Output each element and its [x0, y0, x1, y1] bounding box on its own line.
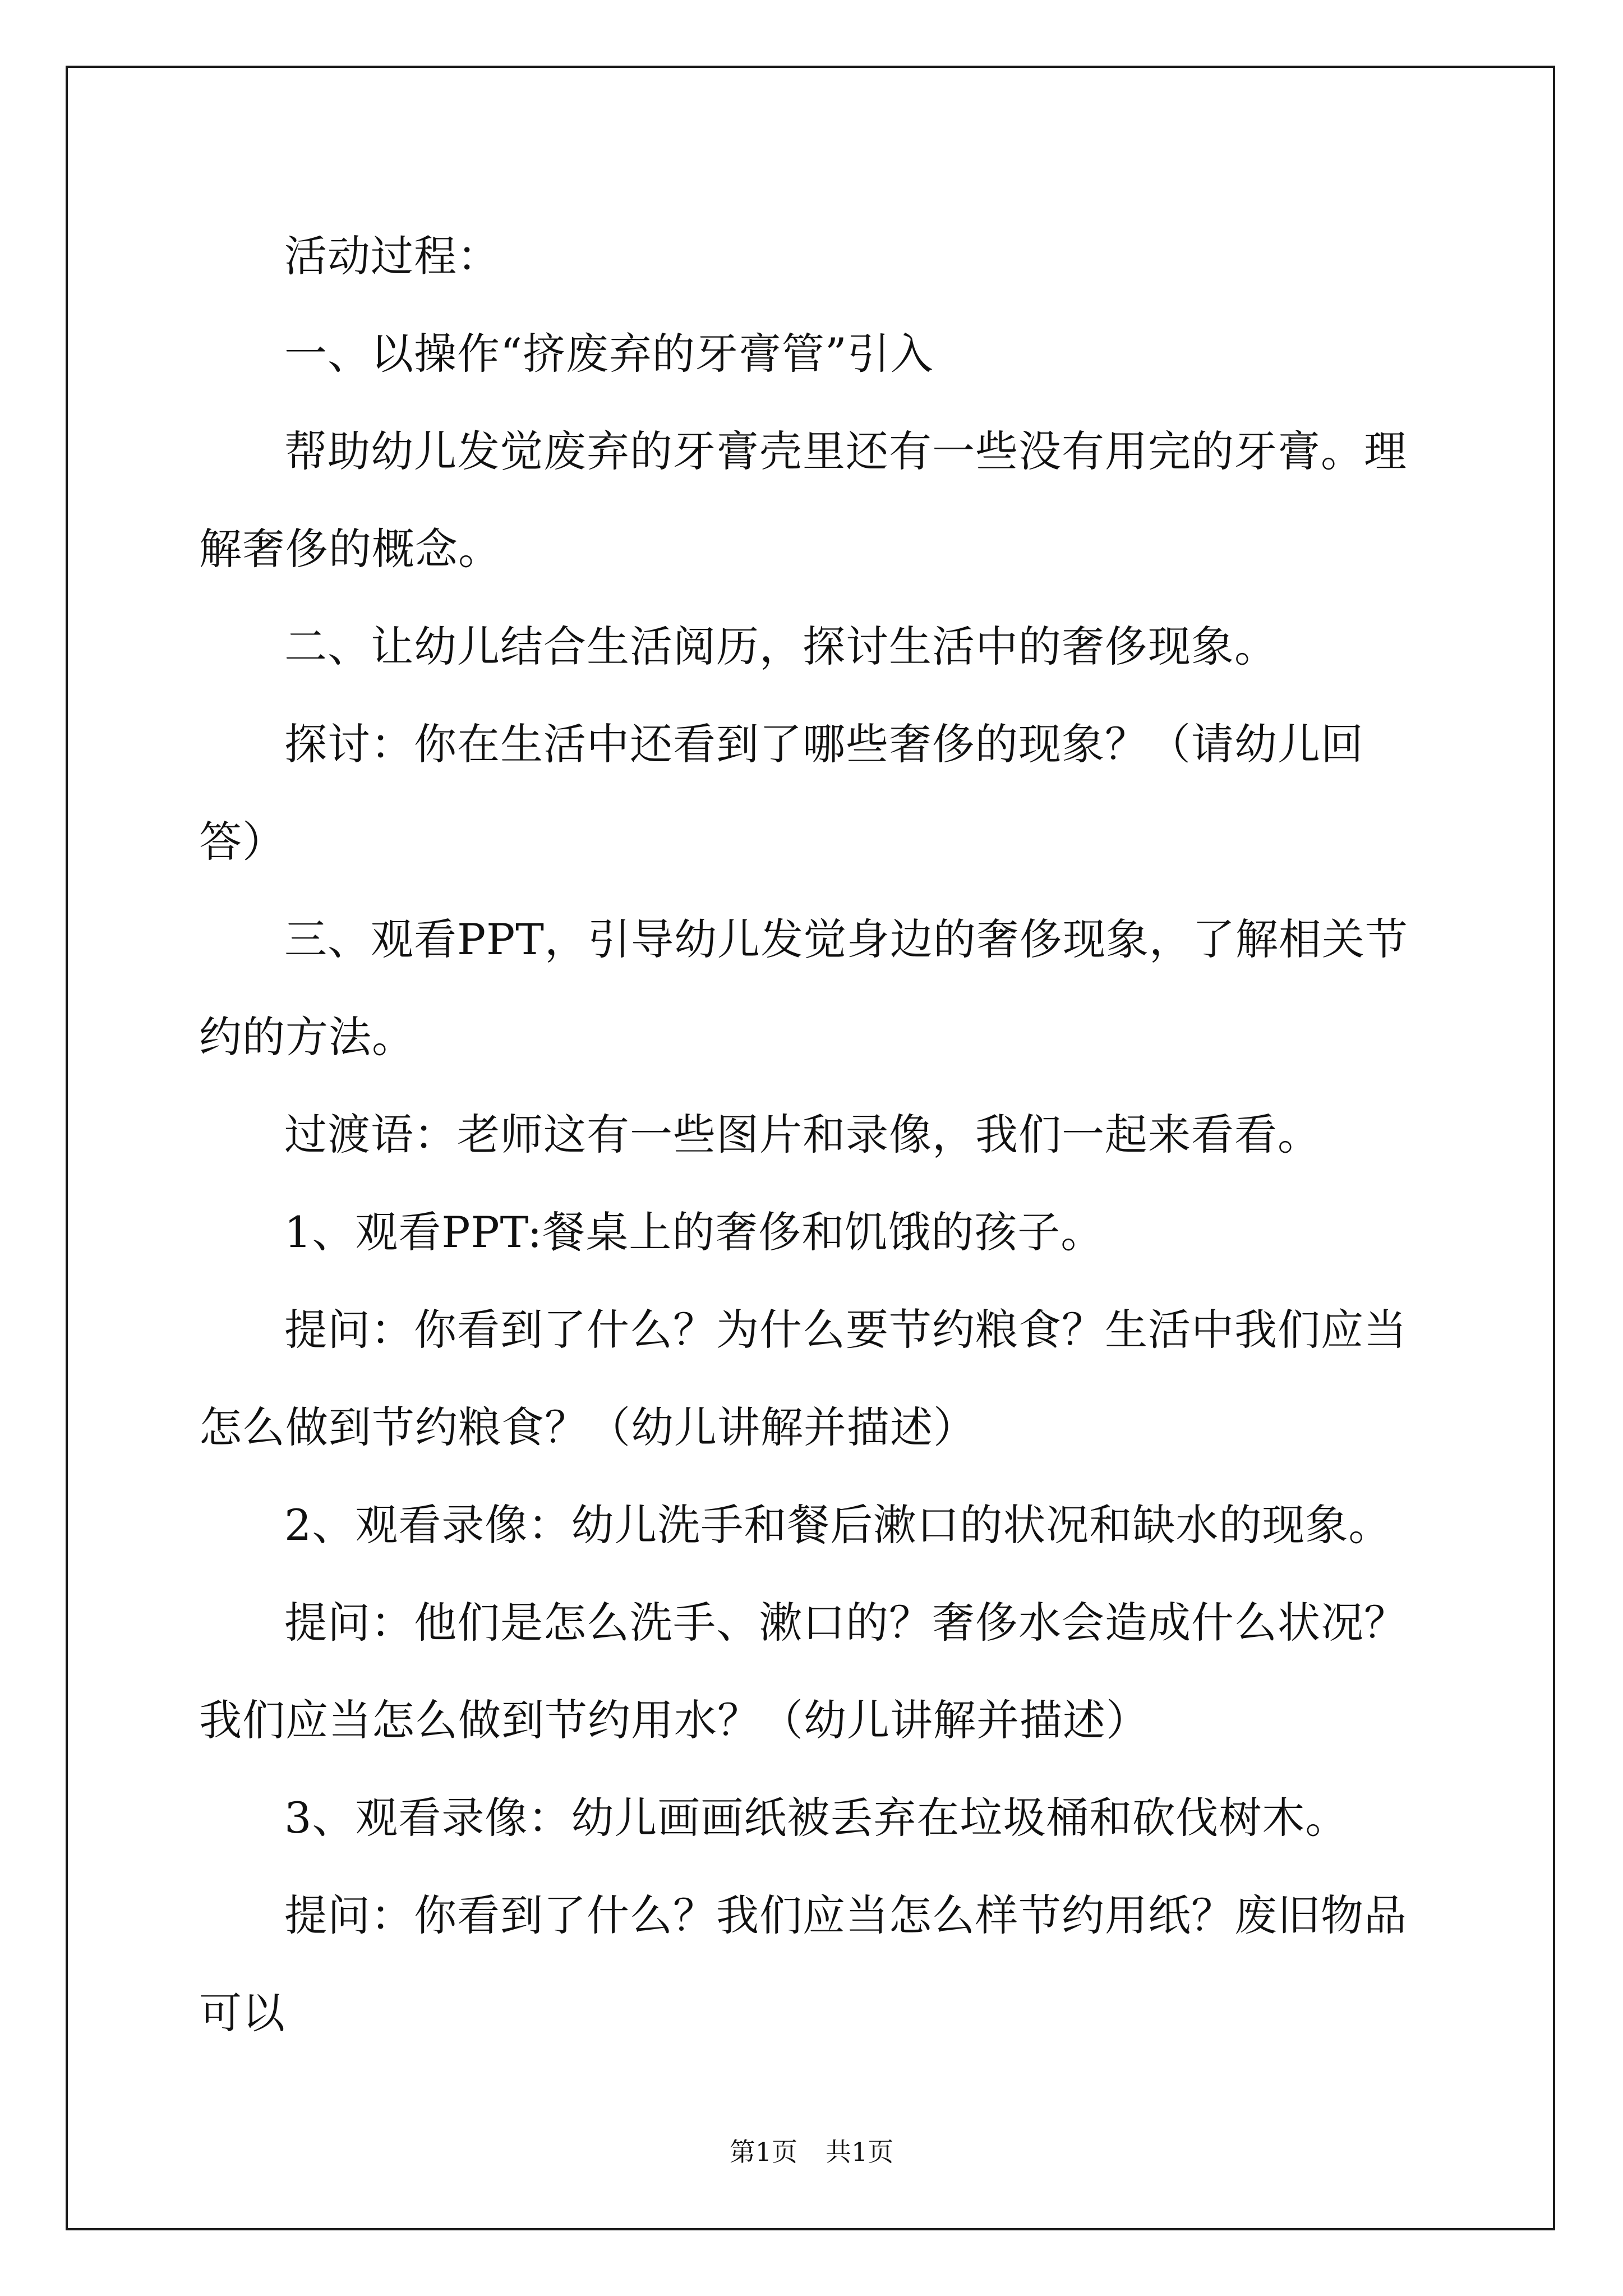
paragraph: 帮助幼儿发觉废弃的牙膏壳里还有一些没有用完的牙膏。理解奢侈的概念。: [199, 426, 1407, 574]
paragraph: 一、以操作“挤废弃的牙膏管”引入: [284, 329, 934, 379]
paragraph: 活动过程：: [284, 231, 500, 281]
paragraph: 提问：你看到了什么？为什么要节约粮食？生活中我们应当怎么做到节约粮食？（幼儿讲解并描述）: [199, 1305, 1407, 1452]
paragraph: 提问：他们是怎么洗手、漱口的？奢侈水会造成什么状况？我们应当怎么做到节约用水？（幼儿讲解并描述）: [199, 1598, 1407, 1745]
paragraph: 三、观看PPT，引导幼儿发觉身边的奢侈现象，了解相关节约的方法。: [199, 914, 1408, 1062]
page-footer: [0, 2132, 1623, 2169]
paragraph: 1、观看PPT:餐桌上的奢侈和饥饿的孩子。: [284, 1207, 1104, 1257]
page-total: 共1页: [826, 2137, 894, 2167]
paragraph: 二、让幼儿结合生活阅历，探讨生活中的奢侈现象。: [284, 622, 1278, 671]
page-number: 第1页: [729, 2137, 797, 2167]
paragraph: 过渡语：老师这有一些图片和录像，我们一起来看看。: [284, 1110, 1321, 1159]
document-body: [199, 208, 1424, 2062]
paragraph: 2、观看录像：幼儿洗手和餐后漱口的状况和缺水的现象。: [284, 1500, 1392, 1550]
paragraph: 提问：你看到了什么？我们应当怎么样节约用纸？废旧物品可以: [199, 1890, 1407, 2038]
paragraph: 探讨：你在生活中还看到了哪些奢侈的现象？（请幼儿回答）: [199, 719, 1364, 867]
paragraph: 3、观看录像：幼儿画画纸被丢弃在垃圾桶和砍伐树木。: [284, 1793, 1349, 1843]
